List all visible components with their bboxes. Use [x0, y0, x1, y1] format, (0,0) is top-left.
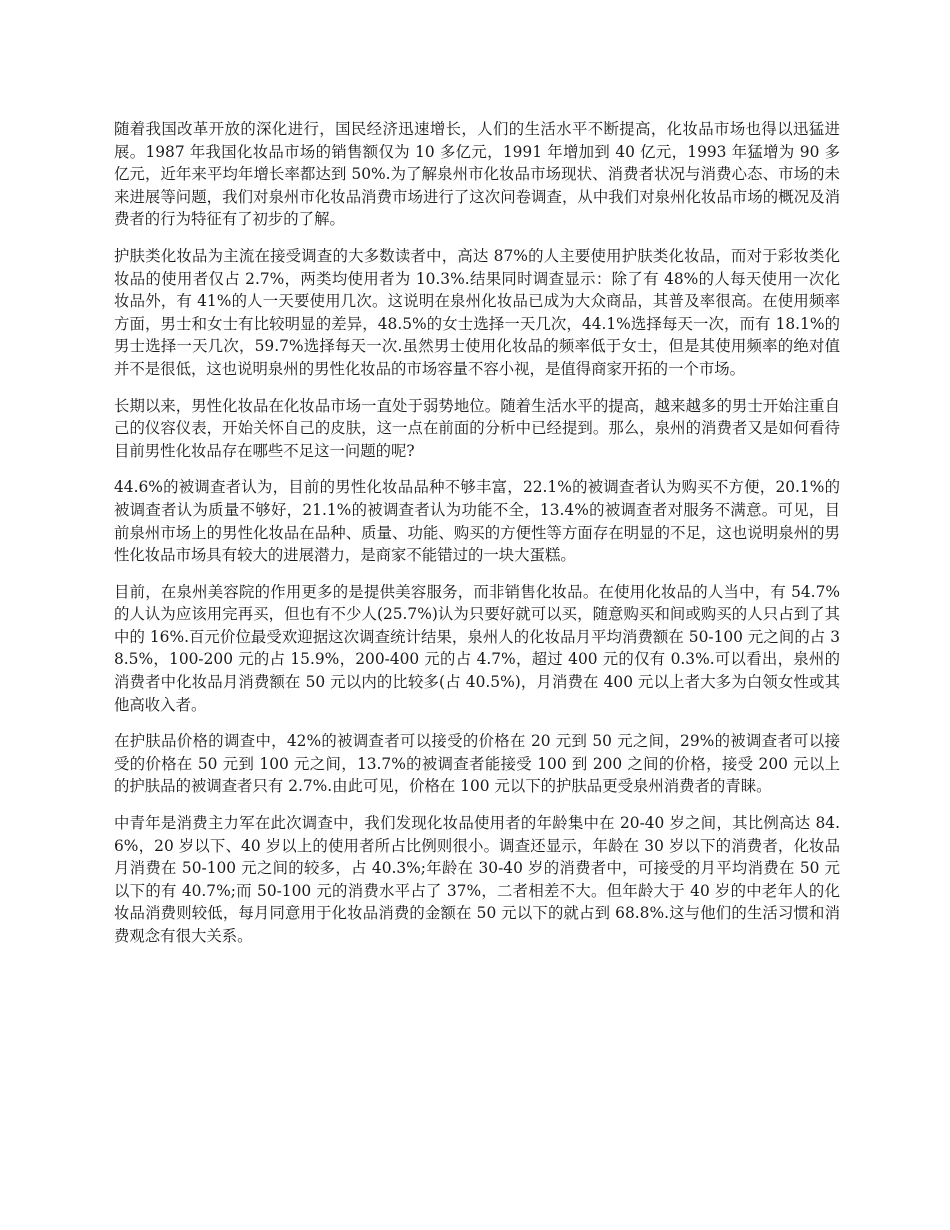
paragraph-7: 中青年是消费主力军在此次调查中，我们发现化妆品使用者的年龄集中在 20-40 岁之间，其比例高达 84.6%，20 岁以下、40 岁以上的使用者所占比例则很小。调查还显示，年龄在 30 岁以下的消费者，化妆品月消费在 50-100 元之间的较多，占 40.3%;年龄在 30-40 岁的消费者中，可接受的月平均消费在 50 元以下的有 40.7%;而 50-100 元的消费水平占了 37%，二者相差不大。但年龄大于 40 岁的中老年人的化妆品消费则较低，每月同意用于化妆品消费的金额在 50 元以下的就占到 68.8%.这与他们的生活习惯和消费观念有很大关系。 [114, 814, 840, 945]
document-body [114, 118, 840, 962]
paragraph-5: 目前，在泉州美容院的作用更多的是提供美容服务，而非销售化妆品。在使用化妆品的人当中，有 54.7%的人认为应该用完再买，但也有不少人(25.7%)认为只要好就可以买，随意购买和间或购买的人只占到了其中的 16%.百元价位最受欢迎据这次调查统计结果，泉州人的化妆品月平均消费额在 50-100 元之间的占 38.5%，100-200 元的占 15.9%，200-400 元的占 4.7%，超过 400 元的仅有 0.3%.可以看出，泉州的消费者中化妆品月消费额在 50 元以内的比较多(占 40.5%)，月消费在 400 元以上者大多为白领女性或其他高收入者。 [114, 582, 840, 714]
paragraph-1: 随着我国改革开放的深化进行，国民经济迅速增长，人们的生活水平不断提高，化妆品市场也得以迅猛进展。1987 年我国化妆品市场的销售额仅为 10 多亿元，1991 年增加到 40 亿元，1993 年猛增为 90 多亿元，近年来平均年增长率都达到 50%.为了解泉州市化妆品市场现状、消费者状况与消费心态、市场的未来进展等问题，我们对泉州市化妆品消费市场进行了这次问卷调查，从中我们对泉州化妆品市场的概况及消费者的行为特征有了初步的了解。 [114, 120, 840, 229]
paragraph-2: 护肤类化妆品为主流在接受调查的大多数读者中，高达 87%的人主要使用护肤类化妆品，而对于彩妆类化妆品的使用者仅占 2.7%，两类均使用者为 10.3%.结果同时调查显示：除了有 48%的人每天使用一次化妆品外，有 41%的人一天要使用几次。这说明在泉州化妆品已成为大众商品，其普及率很高。在使用频率方面，男士和女士有比较明显的差异，48.5%的女士选择一天几次，44.1%选择每天一次，而有 18.1%的男士选择一天几次，59.7%选择每天一次.虽然男士使用化妆品的频率低于女士，但是其使用频率的绝对值并不是很低，这也说明泉州的男性化妆品的市场容量不容小视，是值得商家开拓的一个市场。 [114, 246, 840, 378]
paragraph-6: 在护肤品价格的调查中，42%的被调查者可以接受的价格在 20 元到 50 元之间，29%的被调查者可以接受的价格在 50 元到 100 元之间，13.7%的被调查者能接受 100 到 200 之间的价格，接受 200 元以上的护肤品的被调查者只有 2.7%.由此可见，价格在 100 元以下的护肤品更受泉州消费者的青睐。 [114, 732, 840, 796]
paragraph-3: 长期以来，男性化妆品在化妆品市场一直处于弱势地位。随着生活水平的提高，越来越多的男士开始注重自己的仪容仪表，开始关怀自己的皮肤，这一点在前面的分析中已经提到。那么，泉州的消费者又是如何看待目前男性化妆品存在哪些不足这一问题的呢? [114, 396, 840, 460]
paragraph-4: 44.6%的被调查者认为，目前的男性化妆品品种不够丰富，22.1%的被调查者认为购买不方便，20.1%的被调查者认为质量不够好，21.1%的被调查者认为功能不全，13.4%的被调查者对服务不满意。可见，目前泉州市场上的男性化妆品在品种、质量、功能、购买的方便性等方面存在明显的不足，这也说明泉州的男性化妆品市场具有较大的进展潜力，是商家不能错过的一块大蛋糕。 [114, 478, 840, 565]
